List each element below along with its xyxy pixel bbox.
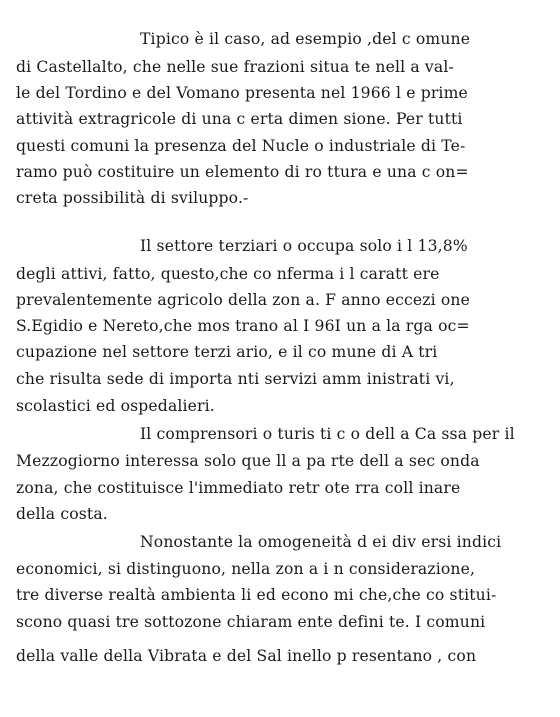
text-line: economici, si distinguono, nella zon a i n considerazione, [16, 560, 476, 578]
text-line: ramo può costituire un elemento di ro ttura e una c on= [16, 163, 469, 181]
text-line: che risulta sede di importa nti servizi amm inistrati vi, [16, 370, 455, 388]
text-line: creta possibilità di sviluppo.- [16, 189, 249, 207]
text-line: Nonostante la omogeneità d ei div ersi indici [140, 533, 502, 551]
text-line: scono quasi tre sottozone chiaram ente defini te. I comuni [16, 613, 486, 631]
text-line: della valle della Vibrata e del Sal inello p resentano , con [16, 647, 477, 665]
text-line: tre diverse realtà ambienta li ed econo mi che,che co stitui- [16, 586, 497, 604]
text-line: Il settore terziari o occupa solo i l 13,8% [140, 237, 468, 255]
text-line: Tipico è il caso, ad esempio ,del c omune [140, 30, 471, 48]
text-line: questi comuni la presenza del Nucle o industriale di Te- [16, 137, 466, 155]
text-line: Mezzogiorno interessa solo que ll a pa rte dell a sec onda [16, 452, 480, 470]
text-line: di Castellalto, che nelle sue frazioni situa te nell a val- [16, 58, 454, 76]
text-line: attività extragricole di una c erta dimen sione. Per tutti [16, 110, 463, 128]
text-line: prevalentemente agricolo della zon a. F anno eccezi one [16, 291, 470, 309]
text-line: della costa. [16, 505, 108, 523]
text-line: zona, che costituisce l'immediato retr ote rra coll inare [16, 479, 461, 497]
text-line: Il comprensori o turis ti c o dell a Ca ssa per il [140, 425, 515, 443]
text-line: cupazione nel settore terzi ario, e il co mune di A tri [16, 343, 438, 361]
text-line: degli attivi, fatto, questo,che co nferma i l caratt ere [16, 265, 440, 283]
text-line: scolastici ed ospedalieri. [16, 397, 215, 415]
text-line: le del Tordino e del Vomano presenta nel 1966 l e prime [16, 84, 468, 102]
text-line: S.Egidio e Nereto,che mos trano al I 96I un a la rga oc= [16, 317, 470, 335]
